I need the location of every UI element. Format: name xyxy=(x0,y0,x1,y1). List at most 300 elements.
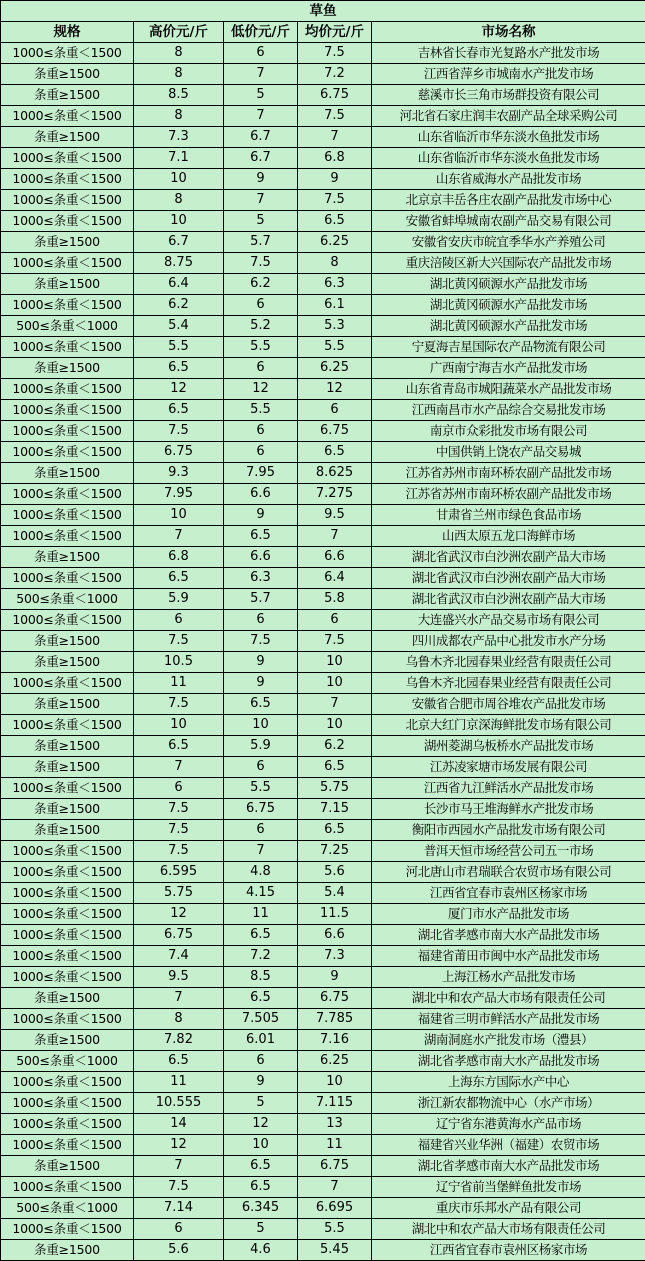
cell-high-price: 12 xyxy=(134,904,224,925)
cell-spec: 1000≤条重＜1500 xyxy=(1,1009,134,1030)
cell-market-name: 中国供销上饶农产品交易城 xyxy=(372,442,645,463)
cell-high-price: 11 xyxy=(134,1072,224,1093)
cell-market-name: 浙江新农都物流中心（水产市场） xyxy=(372,1093,645,1114)
table-row xyxy=(1,736,645,757)
cell-market-name: 安徽省合肥市周谷堆农产品批发市场 xyxy=(372,694,645,715)
table-row xyxy=(1,1009,645,1030)
cell-avg-price: 6.75 xyxy=(298,988,372,1009)
cell-spec: 1000≤条重＜1500 xyxy=(1,568,134,589)
cell-avg-price: 8.625 xyxy=(298,463,372,484)
cell-low-price: 6.2 xyxy=(224,274,298,295)
table-row xyxy=(1,862,645,883)
cell-market-name: 上海江杨水产品批发市场 xyxy=(372,967,645,988)
table-row xyxy=(1,169,645,190)
cell-avg-price: 9.5 xyxy=(298,505,372,526)
cell-spec: 1000≤条重＜1500 xyxy=(1,421,134,442)
table-row xyxy=(1,1198,645,1219)
cell-high-price: 6.5 xyxy=(134,358,224,379)
table-row xyxy=(1,190,645,211)
cell-low-price: 6.345 xyxy=(224,1198,298,1219)
cell-market-name: 厦门市水产品批发市场 xyxy=(372,904,645,925)
cell-market-name: 湖北黄冈硕源水产品批发市场 xyxy=(372,274,645,295)
cell-avg-price: 6.75 xyxy=(298,421,372,442)
cell-market-name: 福建省莆田市闽中水产品批发市场 xyxy=(372,946,645,967)
table-row xyxy=(1,925,645,946)
table-row xyxy=(1,778,645,799)
cell-spec: 1000≤条重＜1500 xyxy=(1,379,134,400)
cell-spec: 条重≥1500 xyxy=(1,652,134,673)
cell-avg-price: 7.5 xyxy=(298,190,372,211)
table-row xyxy=(1,43,645,64)
cell-avg-price: 6 xyxy=(298,400,372,421)
cell-avg-price: 10 xyxy=(298,673,372,694)
cell-low-price: 6 xyxy=(224,43,298,64)
cell-market-name: 江西省宜春市袁州区杨家市场 xyxy=(372,1240,645,1261)
cell-spec: 条重≥1500 xyxy=(1,274,134,295)
cell-high-price: 5.9 xyxy=(134,589,224,610)
cell-market-name: 慈溪市长三角市场群投资有限公司 xyxy=(372,85,645,106)
cell-avg-price: 6.1 xyxy=(298,295,372,316)
cell-avg-price: 6.25 xyxy=(298,1051,372,1072)
cell-spec: 条重≥1500 xyxy=(1,547,134,568)
cell-high-price: 7 xyxy=(134,1156,224,1177)
cell-market-name: 甘肃省兰州市绿色食品市场 xyxy=(372,505,645,526)
table-row xyxy=(1,358,645,379)
table-row xyxy=(1,967,645,988)
cell-avg-price: 6.25 xyxy=(298,232,372,253)
cell-spec: 条重≥1500 xyxy=(1,358,134,379)
cell-spec: 条重≥1500 xyxy=(1,694,134,715)
cell-spec: 1000≤条重＜1500 xyxy=(1,337,134,358)
table-row xyxy=(1,1051,645,1072)
table-row xyxy=(1,799,645,820)
cell-low-price: 9 xyxy=(224,169,298,190)
cell-avg-price: 10 xyxy=(298,1072,372,1093)
cell-market-name: 大连盛兴水产品交易市场有限公司 xyxy=(372,610,645,631)
cell-avg-price: 6.4 xyxy=(298,568,372,589)
cell-high-price: 9.3 xyxy=(134,463,224,484)
cell-high-price: 7 xyxy=(134,526,224,547)
cell-low-price: 9 xyxy=(224,1072,298,1093)
cell-high-price: 6 xyxy=(134,778,224,799)
cell-market-name: 普洱天恒市场经营公司五一市场 xyxy=(372,841,645,862)
cell-high-price: 10 xyxy=(134,715,224,736)
cell-low-price: 9 xyxy=(224,505,298,526)
cell-low-price: 6 xyxy=(224,757,298,778)
cell-avg-price: 7 xyxy=(298,127,372,148)
cell-spec: 条重≥1500 xyxy=(1,736,134,757)
cell-high-price: 8 xyxy=(134,64,224,85)
table-row xyxy=(1,253,645,274)
cell-low-price: 7 xyxy=(224,190,298,211)
table-row xyxy=(1,1156,645,1177)
cell-spec: 条重≥1500 xyxy=(1,1240,134,1261)
cell-market-name: 江西省九江鲜活水产品批发市场 xyxy=(372,778,645,799)
cell-market-name: 乌鲁木齐北园春果业经营有限责任公司 xyxy=(372,652,645,673)
cell-low-price: 7.2 xyxy=(224,946,298,967)
cell-spec: 1000≤条重＜1500 xyxy=(1,883,134,904)
cell-high-price: 5.5 xyxy=(134,337,224,358)
cell-low-price: 6 xyxy=(224,442,298,463)
cell-avg-price: 13 xyxy=(298,1114,372,1135)
cell-high-price: 7.1 xyxy=(134,148,224,169)
cell-high-price: 14 xyxy=(134,1114,224,1135)
cell-avg-price: 5.6 xyxy=(298,862,372,883)
cell-avg-price: 5.75 xyxy=(298,778,372,799)
cell-market-name: 江苏省苏州市南环桥农副产品批发市场 xyxy=(372,463,645,484)
cell-high-price: 10.5 xyxy=(134,652,224,673)
cell-market-name: 湖北黄冈硕源水产品批发市场 xyxy=(372,316,645,337)
cell-market-name: 宁夏海吉星国际农产品物流有限公司 xyxy=(372,337,645,358)
table-row xyxy=(1,484,645,505)
cell-avg-price: 7.5 xyxy=(298,631,372,652)
cell-high-price: 7.82 xyxy=(134,1030,224,1051)
cell-low-price: 11 xyxy=(224,904,298,925)
cell-market-name: 江西南昌市水产品综合交易批发市场 xyxy=(372,400,645,421)
header-avg-price: 均价元/斤 xyxy=(298,22,372,43)
cell-avg-price: 7.25 xyxy=(298,841,372,862)
cell-spec: 1000≤条重＜1500 xyxy=(1,862,134,883)
cell-high-price: 7.5 xyxy=(134,799,224,820)
cell-high-price: 6.75 xyxy=(134,925,224,946)
header-high-price: 高价元/斤 xyxy=(134,22,224,43)
cell-high-price: 7.5 xyxy=(134,631,224,652)
cell-spec: 条重≥1500 xyxy=(1,757,134,778)
cell-high-price: 10 xyxy=(134,211,224,232)
cell-market-name: 江西省萍乡市城南水产批发市场 xyxy=(372,64,645,85)
table-row xyxy=(1,1219,645,1240)
cell-low-price: 5 xyxy=(224,85,298,106)
cell-avg-price: 6.695 xyxy=(298,1198,372,1219)
cell-low-price: 5.5 xyxy=(224,400,298,421)
cell-spec: 1000≤条重＜1500 xyxy=(1,673,134,694)
cell-spec: 1000≤条重＜1500 xyxy=(1,904,134,925)
cell-market-name: 山东省临沂市华东淡水鱼批发市场 xyxy=(372,127,645,148)
cell-low-price: 6.5 xyxy=(224,1177,298,1198)
cell-low-price: 6.5 xyxy=(224,925,298,946)
table-row xyxy=(1,442,645,463)
cell-high-price: 7.5 xyxy=(134,820,224,841)
cell-high-price: 7.4 xyxy=(134,946,224,967)
table-row xyxy=(1,64,645,85)
cell-avg-price: 7.275 xyxy=(298,484,372,505)
table-row xyxy=(1,988,645,1009)
cell-spec: 1000≤条重＜1500 xyxy=(1,253,134,274)
cell-avg-price: 6.6 xyxy=(298,925,372,946)
cell-low-price: 4.8 xyxy=(224,862,298,883)
table-row xyxy=(1,526,645,547)
cell-spec: 1000≤条重＜1500 xyxy=(1,1093,134,1114)
table-row xyxy=(1,673,645,694)
cell-low-price: 6.7 xyxy=(224,148,298,169)
header-spec: 规格 xyxy=(1,22,134,43)
cell-low-price: 6 xyxy=(224,295,298,316)
cell-high-price: 7.14 xyxy=(134,1198,224,1219)
cell-low-price: 6.7 xyxy=(224,127,298,148)
cell-low-price: 7 xyxy=(224,106,298,127)
cell-low-price: 5.9 xyxy=(224,736,298,757)
cell-low-price: 7.505 xyxy=(224,1009,298,1030)
cell-high-price: 6.8 xyxy=(134,547,224,568)
cell-high-price: 6.4 xyxy=(134,274,224,295)
cell-low-price: 9 xyxy=(224,673,298,694)
table-row xyxy=(1,946,645,967)
cell-low-price: 4.15 xyxy=(224,883,298,904)
cell-avg-price: 7.5 xyxy=(298,106,372,127)
cell-market-name: 北京京丰岳各庄农副产品批发市场中心 xyxy=(372,190,645,211)
cell-spec: 条重≥1500 xyxy=(1,463,134,484)
cell-spec: 1000≤条重＜1500 xyxy=(1,967,134,988)
cell-avg-price: 6.5 xyxy=(298,820,372,841)
cell-market-name: 江苏凌家塘市场发展有限公司 xyxy=(372,757,645,778)
cell-low-price: 8.5 xyxy=(224,967,298,988)
cell-high-price: 6.75 xyxy=(134,442,224,463)
table-row xyxy=(1,379,645,400)
cell-market-name: 乌鲁木齐北园春果业经营有限责任公司 xyxy=(372,673,645,694)
cell-high-price: 6 xyxy=(134,1219,224,1240)
table-row xyxy=(1,295,645,316)
table-row xyxy=(1,127,645,148)
cell-high-price: 6.7 xyxy=(134,232,224,253)
cell-spec: 条重≥1500 xyxy=(1,988,134,1009)
table-row xyxy=(1,1072,645,1093)
table-row xyxy=(1,85,645,106)
cell-avg-price: 6.5 xyxy=(298,442,372,463)
cell-high-price: 7.5 xyxy=(134,421,224,442)
cell-market-name: 江西省宜春市袁州区杨家市场 xyxy=(372,883,645,904)
cell-low-price: 6.6 xyxy=(224,484,298,505)
title-row xyxy=(1,1,645,22)
table-row xyxy=(1,211,645,232)
table-row xyxy=(1,316,645,337)
cell-market-name: 山东省临沂市华东淡水鱼批发市场 xyxy=(372,148,645,169)
cell-avg-price: 7 xyxy=(298,526,372,547)
cell-high-price: 8.75 xyxy=(134,253,224,274)
cell-market-name: 北京大红门京深海鲜批发市场有限公司 xyxy=(372,715,645,736)
cell-low-price: 5 xyxy=(224,211,298,232)
cell-avg-price: 5.5 xyxy=(298,1219,372,1240)
cell-market-name: 湖北省武汉市白沙洲农副产品大市场 xyxy=(372,589,645,610)
table-row xyxy=(1,1030,645,1051)
cell-avg-price: 7 xyxy=(298,1177,372,1198)
cell-spec: 条重≥1500 xyxy=(1,85,134,106)
cell-avg-price: 7.785 xyxy=(298,1009,372,1030)
cell-high-price: 7.5 xyxy=(134,694,224,715)
cell-spec: 1000≤条重＜1500 xyxy=(1,106,134,127)
cell-high-price: 12 xyxy=(134,379,224,400)
cell-low-price: 5 xyxy=(224,1219,298,1240)
table-row xyxy=(1,421,645,442)
cell-low-price: 7 xyxy=(224,64,298,85)
cell-avg-price: 6.75 xyxy=(298,85,372,106)
cell-market-name: 河北唐山市君瑞联合农贸市场有限公司 xyxy=(372,862,645,883)
cell-spec: 1000≤条重＜1500 xyxy=(1,400,134,421)
table-row xyxy=(1,883,645,904)
cell-market-name: 湖北中和农产品大市场有限责任公司 xyxy=(372,988,645,1009)
cell-high-price: 8.5 xyxy=(134,85,224,106)
header-row xyxy=(1,22,645,43)
cell-spec: 1000≤条重＜1500 xyxy=(1,190,134,211)
cell-spec: 条重≥1500 xyxy=(1,799,134,820)
cell-avg-price: 7.5 xyxy=(298,43,372,64)
cell-avg-price: 6.8 xyxy=(298,148,372,169)
cell-spec: 1000≤条重＜1500 xyxy=(1,43,134,64)
cell-low-price: 5.7 xyxy=(224,232,298,253)
cell-market-name: 重庆市乐邦水产品有限公司 xyxy=(372,1198,645,1219)
cell-high-price: 6.595 xyxy=(134,862,224,883)
cell-high-price: 7 xyxy=(134,757,224,778)
cell-avg-price: 11 xyxy=(298,1135,372,1156)
cell-spec: 500≤条重＜1000 xyxy=(1,1198,134,1219)
cell-spec: 条重≥1500 xyxy=(1,820,134,841)
cell-low-price: 9 xyxy=(224,652,298,673)
table-row xyxy=(1,694,645,715)
cell-low-price: 6.01 xyxy=(224,1030,298,1051)
table-row xyxy=(1,337,645,358)
header-market-name: 市场名称 xyxy=(372,22,645,43)
cell-low-price: 6.5 xyxy=(224,526,298,547)
cell-avg-price: 5.5 xyxy=(298,337,372,358)
cell-high-price: 8 xyxy=(134,43,224,64)
cell-market-name: 福建省兴业华洲（福建）农贸市场 xyxy=(372,1135,645,1156)
cell-low-price: 6.5 xyxy=(224,1156,298,1177)
cell-market-name: 南京市众彩批发市场有限公司 xyxy=(372,421,645,442)
cell-high-price: 7 xyxy=(134,988,224,1009)
cell-avg-price: 7.3 xyxy=(298,946,372,967)
cell-market-name: 湖南洞庭水产批发市场（澧县） xyxy=(372,1030,645,1051)
cell-low-price: 6.3 xyxy=(224,568,298,589)
cell-high-price: 7.5 xyxy=(134,1177,224,1198)
cell-spec: 1000≤条重＜1500 xyxy=(1,1135,134,1156)
cell-high-price: 8 xyxy=(134,190,224,211)
cell-market-name: 重庆涪陵区新大兴国际农产品批发市场 xyxy=(372,253,645,274)
cell-low-price: 5.5 xyxy=(224,337,298,358)
cell-spec: 1000≤条重＜1500 xyxy=(1,484,134,505)
cell-market-name: 湖北省武汉市白沙洲农副产品大市场 xyxy=(372,568,645,589)
cell-market-name: 衡阳市西园水产品批发市场有限公司 xyxy=(372,820,645,841)
cell-avg-price: 6.5 xyxy=(298,211,372,232)
cell-spec: 1000≤条重＜1500 xyxy=(1,505,134,526)
cell-avg-price: 12 xyxy=(298,379,372,400)
cell-low-price: 6.6 xyxy=(224,547,298,568)
cell-low-price: 5 xyxy=(224,1093,298,1114)
table-row xyxy=(1,652,645,673)
cell-low-price: 6 xyxy=(224,610,298,631)
cell-avg-price: 10 xyxy=(298,652,372,673)
cell-high-price: 10 xyxy=(134,169,224,190)
cell-high-price: 6.5 xyxy=(134,568,224,589)
cell-high-price: 11 xyxy=(134,673,224,694)
table-row xyxy=(1,1093,645,1114)
cell-avg-price: 5.4 xyxy=(298,883,372,904)
cell-avg-price: 8 xyxy=(298,253,372,274)
cell-spec: 1000≤条重＜1500 xyxy=(1,610,134,631)
cell-spec: 1000≤条重＜1500 xyxy=(1,295,134,316)
cell-high-price: 10.555 xyxy=(134,1093,224,1114)
cell-spec: 1000≤条重＜1500 xyxy=(1,1219,134,1240)
table-row xyxy=(1,1135,645,1156)
cell-high-price: 10 xyxy=(134,505,224,526)
cell-avg-price: 7.16 xyxy=(298,1030,372,1051)
cell-market-name: 河北省石家庄润丰农副产品全球采购公司 xyxy=(372,106,645,127)
cell-high-price: 7.95 xyxy=(134,484,224,505)
cell-market-name: 吉林省长春市光复路水产批发市场 xyxy=(372,43,645,64)
table-row xyxy=(1,820,645,841)
cell-avg-price: 9 xyxy=(298,169,372,190)
cell-market-name: 长沙市马王堆海鲜水产批发市场 xyxy=(372,799,645,820)
table-row xyxy=(1,1240,645,1261)
cell-low-price: 6.5 xyxy=(224,988,298,1009)
cell-spec: 条重≥1500 xyxy=(1,64,134,85)
table-row xyxy=(1,400,645,421)
cell-avg-price: 6.3 xyxy=(298,274,372,295)
cell-low-price: 6 xyxy=(224,421,298,442)
cell-high-price: 6.5 xyxy=(134,400,224,421)
table-row xyxy=(1,232,645,253)
table-row xyxy=(1,1114,645,1135)
cell-low-price: 6 xyxy=(224,1051,298,1072)
cell-low-price: 10 xyxy=(224,715,298,736)
cell-market-name: 山西太原五龙口海鲜市场 xyxy=(372,526,645,547)
cell-spec: 1000≤条重＜1500 xyxy=(1,1114,134,1135)
header-low-price: 低价元/斤 xyxy=(224,22,298,43)
cell-market-name: 湖北省武汉市白沙洲农副产品大市场 xyxy=(372,547,645,568)
cell-market-name: 江苏省苏州市南环桥农副产品批发市场 xyxy=(372,484,645,505)
cell-low-price: 6 xyxy=(224,358,298,379)
table-body xyxy=(1,43,645,1261)
table-row xyxy=(1,841,645,862)
cell-market-name: 湖州菱湖乌板桥水产品批发市场 xyxy=(372,736,645,757)
cell-spec: 1000≤条重＜1500 xyxy=(1,1177,134,1198)
cell-market-name: 四川成都农产品中心批发市水产分场 xyxy=(372,631,645,652)
cell-high-price: 5.6 xyxy=(134,1240,224,1261)
cell-market-name: 安徽省安庆市皖宜季华水产养殖公司 xyxy=(372,232,645,253)
cell-avg-price: 5.3 xyxy=(298,316,372,337)
cell-market-name: 安徽省蚌埠城南农副产品交易有限公司 xyxy=(372,211,645,232)
cell-high-price: 7.5 xyxy=(134,841,224,862)
cell-low-price: 10 xyxy=(224,1135,298,1156)
cell-spec: 条重≥1500 xyxy=(1,1156,134,1177)
cell-avg-price: 6.25 xyxy=(298,358,372,379)
cell-high-price: 5.4 xyxy=(134,316,224,337)
cell-spec: 1000≤条重＜1500 xyxy=(1,169,134,190)
cell-avg-price: 11.5 xyxy=(298,904,372,925)
cell-avg-price: 6.6 xyxy=(298,547,372,568)
cell-high-price: 8 xyxy=(134,106,224,127)
cell-spec: 500≤条重＜1000 xyxy=(1,1051,134,1072)
cell-low-price: 12 xyxy=(224,1114,298,1135)
cell-high-price: 6.2 xyxy=(134,295,224,316)
cell-avg-price: 10 xyxy=(298,715,372,736)
cell-avg-price: 7.15 xyxy=(298,799,372,820)
table-row xyxy=(1,589,645,610)
cell-low-price: 12 xyxy=(224,379,298,400)
cell-high-price: 8 xyxy=(134,1009,224,1030)
cell-low-price: 5.7 xyxy=(224,589,298,610)
cell-market-name: 广西南宁海吉水产品批发市场 xyxy=(372,358,645,379)
cell-market-name: 湖北省孝感市南大水产品批发市场 xyxy=(372,1156,645,1177)
table-row xyxy=(1,505,645,526)
cell-market-name: 山东省威海水产品批发市场 xyxy=(372,169,645,190)
cell-spec: 1000≤条重＜1500 xyxy=(1,442,134,463)
table-row xyxy=(1,1177,645,1198)
cell-spec: 条重≥1500 xyxy=(1,127,134,148)
cell-low-price: 5.2 xyxy=(224,316,298,337)
table-row xyxy=(1,274,645,295)
cell-spec: 条重≥1500 xyxy=(1,1030,134,1051)
cell-low-price: 6.5 xyxy=(224,694,298,715)
table-title: 草鱼 xyxy=(1,1,645,22)
